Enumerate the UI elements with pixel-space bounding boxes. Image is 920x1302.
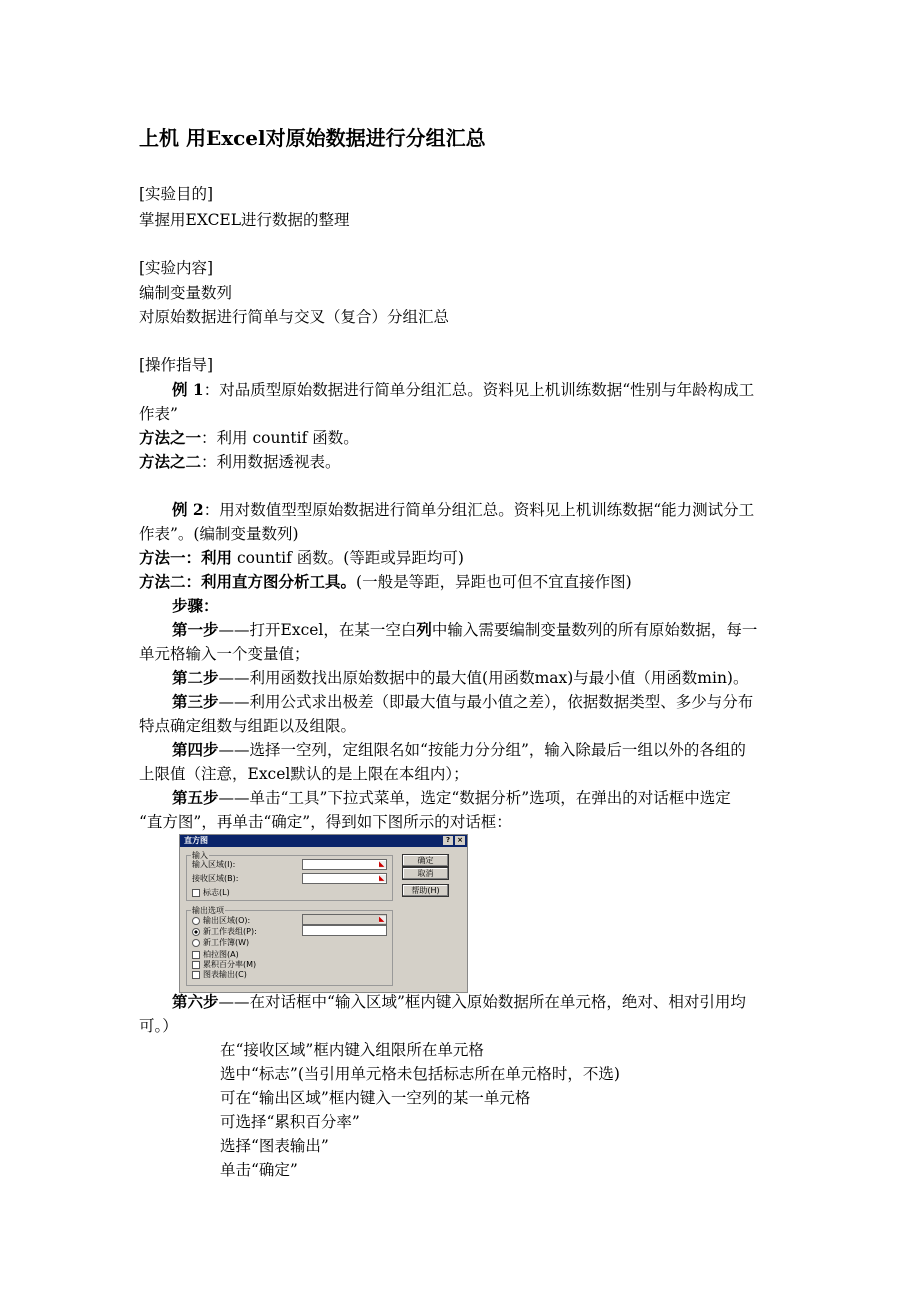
sub-step: 在“接收区域”框内键入组限所在单元格 xyxy=(220,1041,484,1059)
section-heading-purpose: [实验目的] xyxy=(139,185,214,203)
cancel-button: 取消 xyxy=(402,867,449,880)
sub-step: 单击“确定” xyxy=(220,1161,298,1179)
range-picker-icon: ◣ xyxy=(379,874,385,882)
section-heading-content: [实验内容] xyxy=(139,259,214,277)
step-6: 第六步——在对话框中“输入区域”框内键入原始数据所在单元格，绝对、相对引用均 xyxy=(172,992,746,1011)
step-3-cont: 特点确定组数与组距以及组限。 xyxy=(139,717,357,735)
output-range-field xyxy=(302,914,387,925)
method-1-2: 方法之二：利用数据透视表。 xyxy=(139,452,341,471)
new-sheet-field xyxy=(302,925,387,936)
example-1-cont: 作表” xyxy=(139,405,178,423)
method-2-2: 方法二：利用直方图分析工具。(一般是等距，异距也可但不宜直接作图) xyxy=(139,572,632,591)
step-4: 第四步——选择一空列，定组限名如“按能力分分组”，输入除最后一组以外的各组的 xyxy=(172,740,746,759)
close-icon: × xyxy=(455,836,465,845)
labels-checkbox: 标志(L) xyxy=(192,887,230,898)
input-range-label: 输入区域(I): xyxy=(192,860,236,869)
range-picker-icon: ◣ xyxy=(379,860,385,868)
purpose-text: 掌握用EXCEL进行数据的整理 xyxy=(139,211,350,229)
section-heading-guide: [操作指导] xyxy=(139,356,214,374)
example-2: 例 2：用对数值型型原始数据进行简单分组汇总。资料见上机训练数据“能力测试分工 xyxy=(172,500,755,519)
content-line-1: 编制变量数列 xyxy=(139,284,233,302)
help-button: 帮助(H) xyxy=(402,884,449,897)
sub-step: 可选择“累积百分率” xyxy=(220,1113,360,1131)
ok-button: 确定 xyxy=(402,854,449,867)
step-1: 第一步——打开Excel，在某一空白列中输入需要编制变量数列的所有原始数据，每一 xyxy=(172,620,758,639)
new-sheet-radio: 新工作表组(P): xyxy=(192,926,257,937)
new-book-radio: 新工作簿(W) xyxy=(192,937,249,948)
method-1-1: 方法之一：利用 countif 函数。 xyxy=(139,428,359,447)
cumulative-checkbox: 累积百分率(M) xyxy=(192,959,256,970)
dialog-titlebar: 直方图 ? × xyxy=(180,835,467,847)
sub-step: 选择“图表输出” xyxy=(220,1137,329,1155)
output-range-radio: 输出区域(O): xyxy=(192,915,250,926)
input-group xyxy=(186,851,393,901)
range-picker-icon: ◣ xyxy=(379,915,385,923)
step-2: 第二步——利用函数找出原始数据中的最大值(用函数max)与最小值（用函数min)。 xyxy=(172,668,749,687)
input-range-field xyxy=(302,859,387,870)
output-group-label: 输出选项 xyxy=(192,906,224,915)
input-group-label: 输入 xyxy=(192,851,208,860)
step-1-cont: 单元格输入一个变量值； xyxy=(139,645,310,663)
page-title: 上机 用Excel对原始数据进行分组汇总 xyxy=(139,126,486,150)
example-1: 例 1：对品质型原始数据进行简单分组汇总。资料见上机训练数据“性别与年龄构成工 xyxy=(172,380,755,399)
output-group xyxy=(186,906,393,986)
bin-range-field xyxy=(302,873,387,884)
sub-step: 可在“输出区域”框内键入一空列的某一单元格 xyxy=(220,1089,531,1107)
sub-step: 选中“标志”(当引用单元格未包括标志所在单元格时，不选) xyxy=(220,1065,620,1083)
content-line-2: 对原始数据进行简单与交叉（复合）分组汇总 xyxy=(139,308,450,326)
histogram-dialog-image xyxy=(179,834,468,993)
step-5-cont: “直方图”，再单击“确定”，得到如下图所示的对话框： xyxy=(139,813,512,831)
help-icon: ? xyxy=(443,836,453,845)
steps-label: 步骤： xyxy=(172,596,219,615)
step-4-cont: 上限值（注意，Excel默认的是上限在本组内）； xyxy=(139,765,469,783)
step-3: 第三步——利用公式求出极差（即最大值与最小值之差），依据数据类型、多少与分布 xyxy=(172,692,754,711)
step-6-cont: 可。） xyxy=(139,1017,178,1035)
pareto-checkbox: 柏拉图(A) xyxy=(192,949,239,960)
example-2-cont: 作表”。(编制变量数列) xyxy=(139,525,299,543)
method-2-1: 方法一：利用 countif 函数。(等距或异距均可) xyxy=(139,548,464,567)
bin-range-label: 接收区域(B): xyxy=(192,874,239,883)
step-5: 第五步——单击“工具”下拉式菜单，选定“数据分析”选项，在弹出的对话框中选定 xyxy=(172,788,731,807)
chart-output-checkbox: 图表输出(C) xyxy=(192,969,247,980)
